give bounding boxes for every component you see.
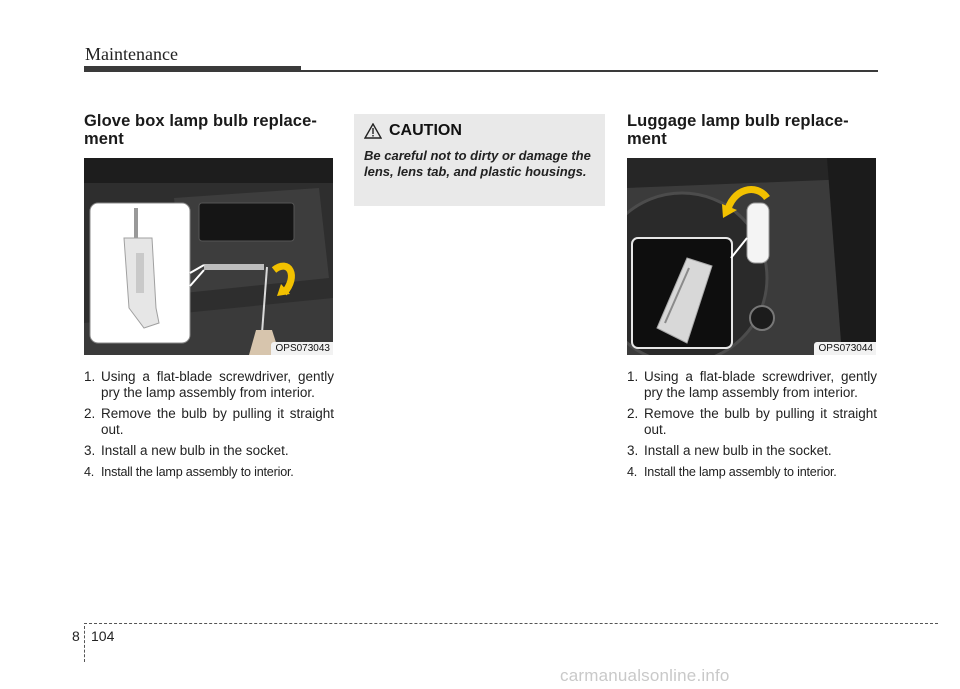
- footer-divider: [84, 623, 938, 624]
- step-number: 2.: [84, 406, 96, 421]
- title-line: Luggage lamp bulb replace-: [627, 112, 849, 130]
- step-item: [627, 464, 877, 480]
- caution-heading-text: CAUTION: [389, 122, 462, 139]
- luggage-steps: [627, 369, 877, 480]
- step-item: [627, 443, 877, 459]
- step-text: Remove the bulb by pulling it straight out.: [644, 406, 877, 437]
- step-item: [84, 406, 334, 438]
- footer-vertical-divider: [84, 626, 85, 662]
- step-item: [84, 369, 334, 401]
- step-text: Using a flat-blade screwdriver, gently pry the lamp assembly from interior.: [644, 369, 877, 400]
- step-item: [84, 443, 334, 459]
- glove-box-section-title: [84, 112, 334, 148]
- luggage-section-title: [627, 112, 877, 148]
- chapter-number: 8: [72, 628, 80, 644]
- step-text: Install a new bulb in the socket.: [644, 443, 832, 458]
- watermark: carmanualsonline.info: [560, 666, 730, 685]
- glove-box-illustration: [84, 158, 333, 355]
- step-number: 3.: [84, 443, 96, 458]
- step-text: Install the lamp assembly to interior.: [101, 465, 294, 479]
- step-text: Install the lamp assembly to interior.: [644, 465, 837, 479]
- step-number: 2.: [627, 406, 639, 421]
- step-number: 4.: [84, 465, 95, 479]
- step-number: 3.: [627, 443, 639, 458]
- step-text: Remove the bulb by pulling it straight out.: [101, 406, 334, 437]
- page-number: 104: [91, 628, 115, 644]
- left-column: [84, 112, 334, 485]
- step-item: [627, 406, 877, 438]
- step-number: 1.: [627, 369, 639, 384]
- step-text: Install a new bulb in the socket.: [101, 443, 289, 458]
- luggage-figure: [627, 158, 876, 355]
- luggage-illustration: [627, 158, 876, 355]
- header-rule-thin: [301, 70, 878, 72]
- middle-column: [354, 112, 604, 206]
- warning-triangle-icon: [364, 123, 382, 139]
- caution-heading: [364, 122, 595, 140]
- title-line: Glove box lamp bulb replace-: [84, 112, 317, 130]
- figure-code: OPS073044: [814, 342, 877, 355]
- section-header-title: Maintenance: [85, 44, 178, 64]
- title-line: ment: [627, 130, 667, 148]
- caution-box: [354, 114, 605, 206]
- title-line: ment: [84, 130, 124, 148]
- glove-box-steps: [84, 369, 334, 480]
- header-rule-thick: [84, 66, 301, 72]
- step-item: [627, 369, 877, 401]
- caution-text: Be careful not to dirty or damage the lens, lens tab, and plastic housings.: [364, 148, 591, 179]
- figure-code: OPS073043: [271, 342, 334, 355]
- step-item: [84, 464, 334, 480]
- step-number: 1.: [84, 369, 96, 384]
- right-column: [627, 112, 877, 485]
- step-text: Using a flat-blade screwdriver, gently pry the lamp assembly from interior.: [101, 369, 334, 400]
- glove-box-figure: [84, 158, 333, 355]
- step-number: 4.: [627, 465, 638, 479]
